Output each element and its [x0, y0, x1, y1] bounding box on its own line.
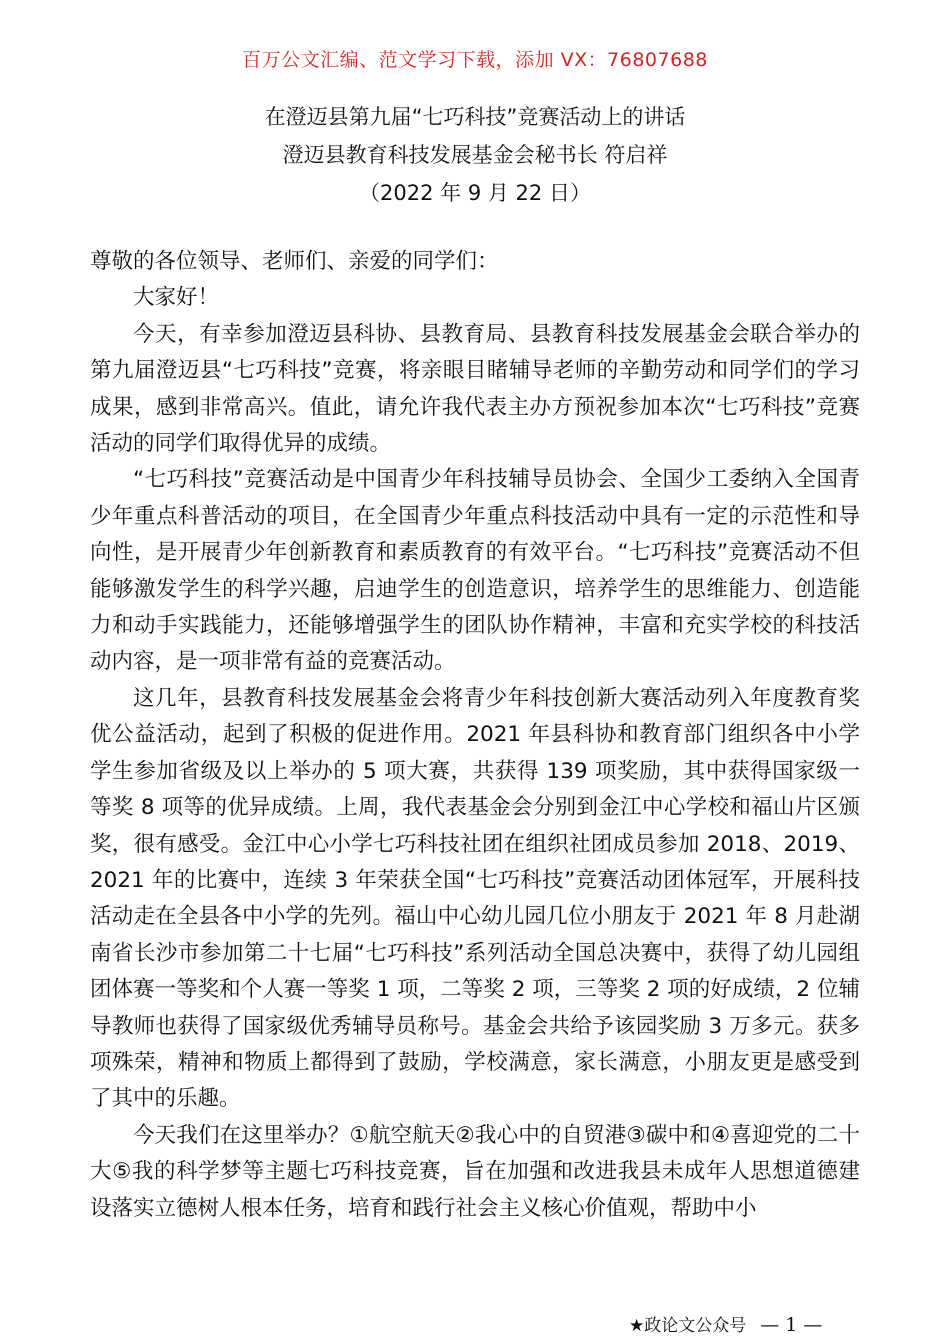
- page-number: — 1 —: [760, 1314, 823, 1336]
- document-header: [0, 98, 950, 212]
- greeting: 大家好！: [133, 285, 220, 311]
- speech-body: [90, 244, 860, 1227]
- page-footer: [629, 1311, 822, 1336]
- paragraph: “七巧科技”竞赛活动是中国青少年科技辅导员协会、全国少工委纳入全国青少年重点科普活动的项目，在全国青少年重点科技活动中具有一定的示范性和导向性，是开展青少年创新教育和素质教育的有效平台。“七巧科技”竞赛活动不但能够激发学生的科学兴趣，启迪学生的创造意识，培养学生的思维能力、创造能力和动手实践能力，还能够增强学生的团队协作精神，丰富和充实学校的科技活动内容，是一项非常有益的竞赛活动。: [90, 467, 860, 675]
- paragraph: 这几年，县教育科技发展基金会将青少年科技创新大赛活动列入年度教育奖优公益活动，起到了积极的促进作用。2021 年县科协和教育部门组织各中小学学生参加省级及以上举办的 5 项大赛，共获得 139 项奖励，其中获得国家级一等奖 8 项等的优异成绩。上周，我代表基金会分别到金江中心学校和福山片区颁奖，很有感受。金江中心小学七巧科技社团在组织社团成员参加 2018、2019、2021 年的比赛中，连续 3 年荣获全国“七巧科技”竞赛活动团体冠军，开展科技活动走在全县各中小学的先列。福山中心幼儿园几位小朋友于 2021 年 8 月赴湖南省长沙市参加第二十七届“七巧科技”系列活动全国总决赛中，获得了幼儿园组团体赛一等奖和个人赛一等奖 1 项，二等奖 2 项，三等奖 2 项的好成绩，2 位辅导教师也获得了国家级优秀辅导员称号。基金会共给予该园奖励 3 万多元。获多项殊荣，精神和物质上都得到了鼓励，学校满意，家长满意，小朋友更是感受到了其中的乐趣。: [90, 685, 860, 1112]
- document-title: 在澄迈县第九届“七巧科技”竞赛活动上的讲话: [264, 105, 686, 129]
- speech-date: （2022 年 9 月 22 日）: [359, 181, 591, 205]
- footer-source: ★政论文公众号: [629, 1316, 747, 1336]
- paragraph: 今天我们在这里举办？①航空航天②我心中的自贸港③碳中和④喜迎党的二十大⑤我的科学梦等主题七巧科技竞赛，旨在加强和改进我县未成年人思想道德建设落实立德树人根本任务，培育和践行社会主义核心价值观，帮助中小: [90, 1122, 860, 1221]
- paragraph: 今天，有幸参加澄迈县科协、县教育局、县教育科技发展基金会联合举办的第九届澄迈县“七巧科技”竞赛，将亲眼目睹辅导老师的辛勤劳动和同学们的学习成果，感到非常高兴。值此，请允许我代表主办方预祝参加本次“七巧科技”竞赛活动的同学们取得优异的成绩。: [90, 321, 860, 457]
- watermark-banner: 百万公文汇编、范文学习下载，添加 VX：76807688: [242, 49, 708, 71]
- salutation: 尊敬的各位领导、老师们、亲爱的同学们：: [90, 249, 499, 274]
- speaker-line: 澄迈县教育科技发展基金会秘书长 符启祥: [282, 143, 668, 167]
